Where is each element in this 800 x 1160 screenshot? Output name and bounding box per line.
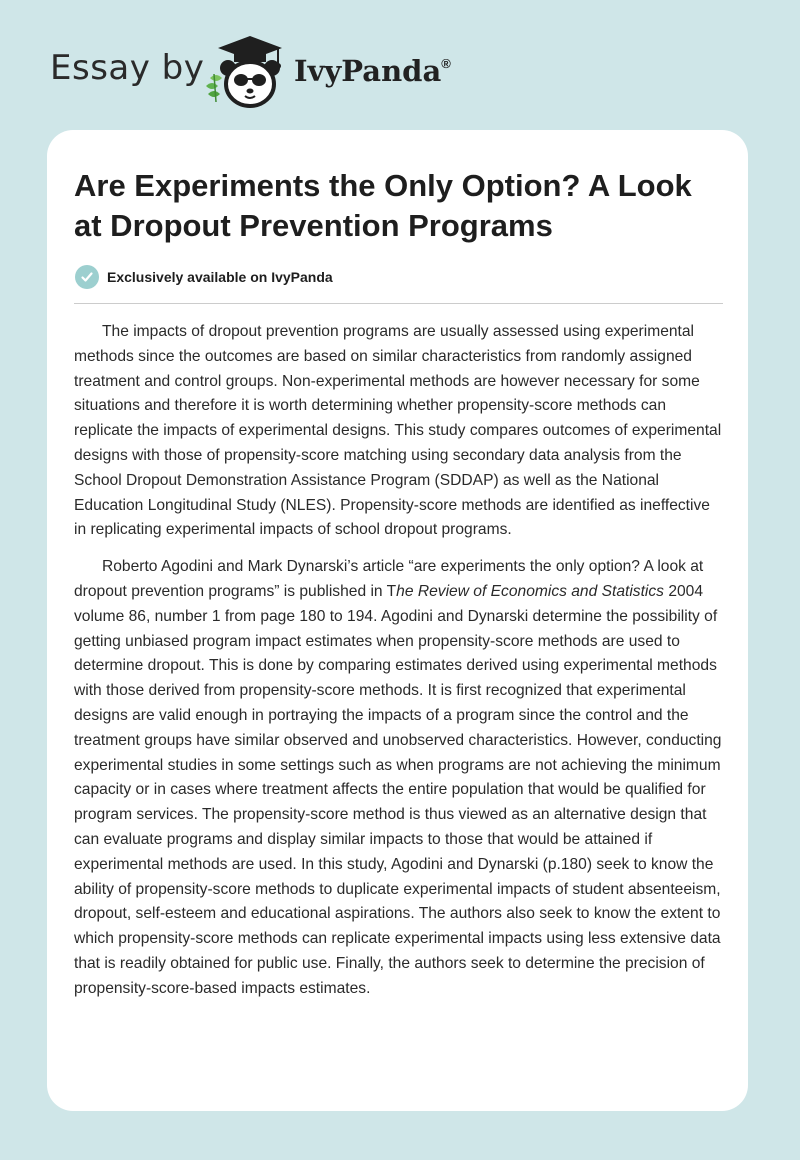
site-header — [0, 0, 800, 120]
brand-name[interactable]: IvyPanda® — [294, 54, 451, 88]
essay-body — [74, 320, 725, 1014]
paragraph-2: Roberto Agodini and Mark Dynarski’s article “are experiments the only option? A look at dropout prevention programs” is published in The Review of Economics and Statistics 2004 volume 86, number 1 from page 180 to 194. Agodini and Dynarski determine the possibility of getting unbiased program impact estimates when propensity-score methods are used to determine dropout. This is done by comparing estimates derived using experimental methods with those derived from propensity-score methods. It is first recognized that experimental designs are valid enough in portraying the impacts of a program since the control and the treatment groups have similar observed and unobserved characteristics. However, conducting experimental studies in some settings such as when programs are not achieving the minimum capacity or in cases where treatment affects the entire population that would be qualified for program services. The propensity-score method is thus viewed as an alternative design that can evaluate programs and display similar impacts to those that would be attained if experimental methods are used. In this study, Agodini and Dynarski (p.180) seek to know the ability of propensity-score methods to duplicate experimental impacts of student absenteeism, dropout, self-esteem and educational aspirations. The authors also seek to know the extent to which propensity-score methods can replicate experimental impacts using less extensive data that is readily obtained for public use. Finally, the authors seek to determine the precision of propensity-score-based impacts estimates. — [74, 558, 722, 997]
trademark-symbol: ® — [441, 56, 451, 71]
journal-title: he Review of Economics and Statistics — [396, 582, 664, 600]
exclusive-badge — [75, 264, 333, 290]
essay-title: Are Experiments the Only Option? A Look at Dropout Prevention Programs — [74, 168, 692, 243]
title-divider — [74, 303, 723, 304]
badge-text: Exclusively available on IvyPanda — [107, 269, 333, 285]
panda-graduate-icon[interactable] — [200, 30, 292, 112]
essay-by-label: Essay by — [50, 48, 205, 88]
ivy-leaf-icon — [206, 74, 222, 102]
check-circle-icon — [75, 265, 99, 289]
paragraph-1: The impacts of dropout prevention programs are usually assessed using experimental methods since the outcomes are based on similar characteristics from randomly assigned treatment and control groups. Non-experimental methods are however necessary for some situations and therefore it is worth determining whether propensity-score methods can replicate the impacts of experimental designs. This study compares outcomes of experimental designs with those of propensity-score matching using secondary data analysis from the School Dropout Demonstration Assistance Program (SDDAP) as well as the National Education Longitudinal Study (NLES). Propensity-score methods are identified as ineffective in replicating experimental impacts of school dropout programs. — [74, 323, 722, 539]
essay-card — [47, 130, 748, 1111]
